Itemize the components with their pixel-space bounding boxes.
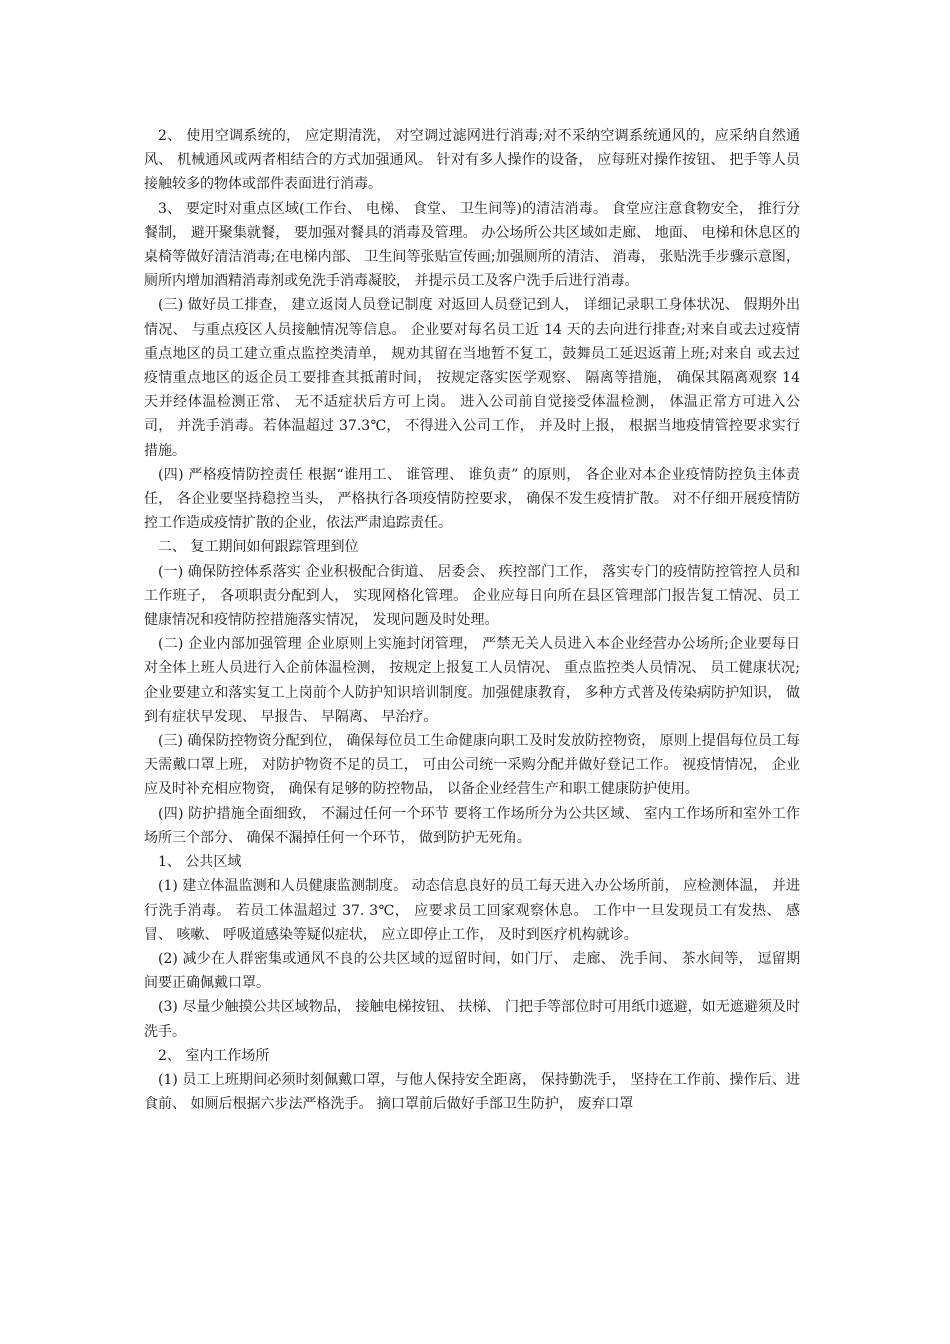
- paragraph-avoid-touch: (3) 尽量少触摸公共区域物品， 接触电梯按钮、 扶梯、 门把手等部位时可用纸巾遮避，如无遮避须及时洗手。: [144, 999, 800, 1040]
- paragraph-protection-measures: (四) 防护措施全面细致， 不漏过任何一个环节 要将工作场所分为公共区域、 室内工作场所和室外工作场所三个部分、 确保不漏掉任何一个环节， 做到防护无死角。: [144, 805, 800, 846]
- paragraph-internal-management: (二) 企业内部加强管理 企业原则上实施封闭管理， 严禁无关人员进入本企业经营办公场所;企业要每日对全体上班人员进行入企前体温检测， 按规定上报复工人员情况、 重点监控类人员情况、 员工健康状况;企业要建立和落实复工上岗前个人防护知识培训制度。加强健康教育， 多种方式普及传染病防护知识， 做到有症状早发现、 早报告、 早隔离、 早治疗。: [144, 636, 800, 725]
- subheading-indoor-workplace: 2、 室内工作场所: [158, 1047, 270, 1064]
- paragraph-supplies: (三) 确保防控物资分配到位， 确保每位员工生命健康向职工及时发放防控物资， 原则上提倡每位员工每天需戴口罩上班， 对防护物资不足的员工， 可由公司统一采购分配并做好登记工作。 视疫情情况， 企业应及时补充相应物资， 确保有足够的防控物品， 以备企业经营生产和职工健康防护使用。: [144, 733, 800, 798]
- paragraph-wear-mask: (1) 员工上班期间必须时刻佩戴口罩，与他人保持安全距离， 保持勤洗手， 坚持在工作前、操作后、进食前、 如厕后根据六步法严格洗手。 摘口罩前后做好手部卫生防护， 废弃口罩: [144, 1071, 800, 1113]
- paragraph-disinfection: 3、 要定时对重点区域(工作台、 电梯、 食堂、 卫生间等)的清洁消毒。 食堂应注意食物安全， 推行分餐制， 避开聚集就餐， 要加强对餐具的消毒及管理。 办公场所公共区域如走廊、 地面、 电梯和休息区的桌椅等做好清洁消毒;在电梯内部、 卫生间等张贴宣传画;加强厕所的清洁、 消毒， 张贴洗手步骤示意图， 厕所内增加酒精消毒剂或免洗手消毒凝胶， 并提示员工及客户洗手后进行消毒。: [144, 200, 800, 290]
- paragraph-reduce-stay: (2) 减少在人群密集或通风不良的公共区域的逗留时间，如门厅、 走廊、 洗手间、 茶水间等， 逗留期间要正确佩戴口罩。: [144, 950, 800, 992]
- paragraph-temperature-monitoring: (1) 建立体温监测和人员健康监测制度。 动态信息良好的员工每天进入办公场所前， 应检测体温， 并进行洗手消毒。 若员工体温超过 37. 3℃， 应要求员工回家观察休息。 工作中一旦发现员工有发热、 感冒、 咳嗽、 呼吸道感染等疑似症状， 应立即停止工作， 及时到医疗机构就诊。: [144, 878, 800, 943]
- paragraph-ventilation: 2、 使用空调系统的， 应定期清洗， 对空调过滤网进行消毒;对不采纳空调系统通风的，应采纳自然通风、 机械通风或两者相结合的方式加强通风。 针对有多人操作的设备， 应每班对操作按钮、 把手等人员接触较多的物体或部件表面进行消毒。: [144, 128, 800, 193]
- paragraph-responsibility: (四) 严格疫情防控责任 根据“谁用工、 谁管理、 谁负责” 的原则， 各企业对本企业疫情防控负主体责任， 各企业要坚持稳控当头， 严格执行各项疫情防控要求， 确保不发生疫情扩散。 对不仔细开展疫情防控工作造成疫情扩散的企业，依法严肃追踪责任。: [144, 466, 800, 532]
- subheading-public-area: 1、 公共区域: [158, 854, 242, 871]
- paragraph-control-system: (一) 确保防控体系落实 企业积极配合街道、 居委会、 疾控部门工作， 落实专门的疫情防控管控人员和工作班子， 各项职责分配到人， 实现网格化管理。 企业应每日向所在县区管理部门报告复工情况、员工健康情况和疫情防控措施落实情况， 发现问题及时处理。: [144, 563, 800, 629]
- section-heading-tracking: 二、 复工期间如何跟踪管理到位: [158, 539, 359, 556]
- paragraph-staff-screening: (三) 做好员工排查， 建立返岗人员登记制度 对返回人员登记到人， 详细记录职工身体状况、 假期外出情况、 与重点疫区人员接触情况等信息。 企业要对每名员工近 14 天的去向进行排查;对来自或去过疫情重点地区的员工建立重点监控类清单， 规劝其留在当地暂不复工，鼓舞员工延迟返莆上班;对来自 或去过疫情重点地区的返企员工要排查其抵莆时间， 按规定落实医学观察、 隔离等措施， 确保其隔离观察 14 天并经体温检测正常、 无不适症状后方可上岗。 进入公司前自觉接受体温检测， 体温正常方可进入公司， 并洗手消毒。若体温超过 37.3℃， 不得进入公司工作， 并及时上报， 根据当地疫情管控要求实行措施。: [144, 297, 800, 459]
